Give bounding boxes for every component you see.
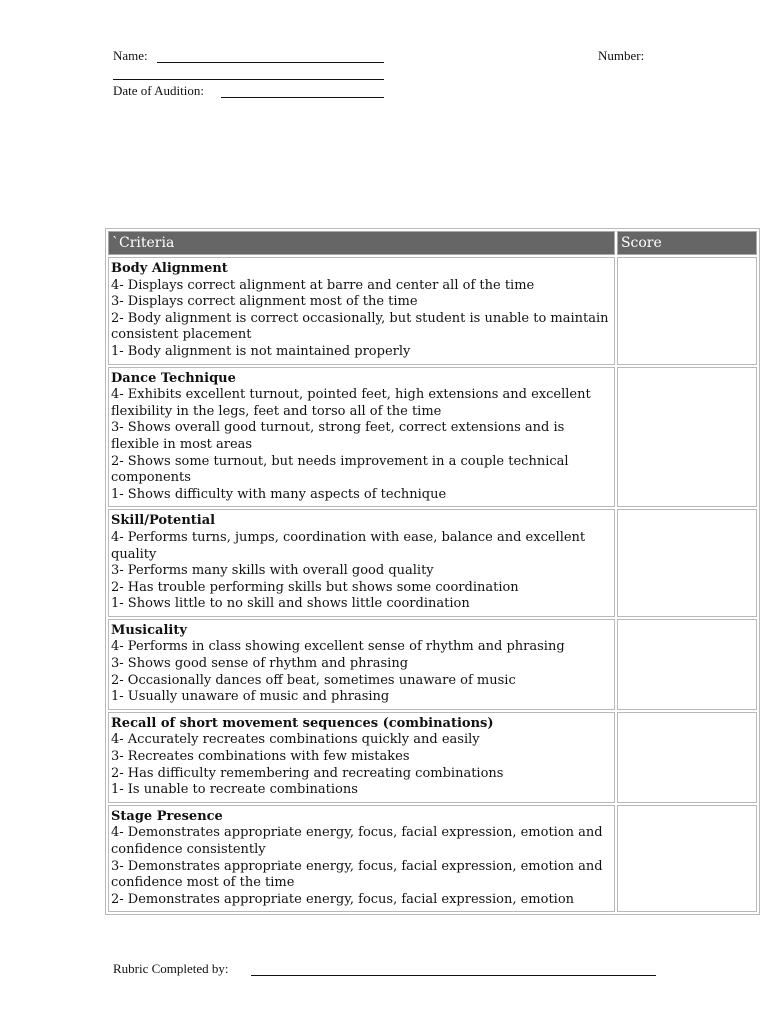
criteria-level-4: 4- Accurately recreates combinations quickly and easily [111,732,480,748]
score-cell[interactable] [617,805,757,913]
criteria-level-4: 4- Demonstrates appropriate energy, focus, facial expression, emotion and confidence consistently [111,825,603,857]
score-cell[interactable] [617,367,757,508]
criteria-level-2: 2- Body alignment is correct occasionally, but student is unable to maintain consistent placement [111,310,609,343]
rubric-completed-by-field-line[interactable] [251,975,656,976]
criteria-title: Dance Technique [111,370,236,386]
criteria-level-2: 2- Shows some turnout, but needs improvement in a couple technical components [111,453,569,486]
criteria-level-4: 4- Exhibits excellent turnout, pointed feet, high extensions and excellent flexibility in the legs, feet and torso all of the time [111,387,591,419]
name-label: Name: [113,48,148,63]
criteria-level-2: 2- Demonstrates appropriate energy, focus, facial expression, emotion [111,891,575,907]
score-cell[interactable] [617,712,757,803]
criteria-level-4: 4- Displays correct alignment at barre and center all of the time [111,277,535,293]
rubric-completed-by-label: Rubric Completed by: [113,961,229,976]
criteria-title: Body Alignment [111,261,228,276]
rubric-table [105,228,760,915]
criteria-level-3: 3- Performs many skills with overall good quality [111,563,434,579]
table-row [108,619,757,710]
table-row [108,805,757,913]
score-cell[interactable] [617,509,757,617]
criteria-level-2: 2- Has difficulty remembering and recreating combinations [111,765,504,781]
criteria-level-1: 1- Is unable to recreate combinations [111,782,358,798]
criteria-cell [108,367,615,508]
rubric-table-body [108,257,757,912]
criteria-level-4: 4- Performs turns, jumps, coordination with ease, balance and excellent quality [111,529,586,562]
date-of-audition-field-line[interactable] [221,97,384,98]
criteria-level-1: 1- Body alignment is not maintained properly [111,343,411,359]
name-field-continuation-line[interactable] [113,79,384,80]
table-row [108,509,757,617]
criteria-level-1: 1- Shows little to no skill and shows little coordination [111,596,470,612]
table-row [108,367,757,508]
criteria-cell [108,805,615,913]
criteria-cell [108,257,615,365]
criteria-cell [108,712,615,803]
date-of-audition-label: Date of Audition: [113,83,204,98]
table-row [108,257,757,365]
name-field-line[interactable] [157,62,384,63]
criteria-cell [108,509,615,617]
criteria-level-2: 2- Occasionally dances off beat, sometimes unaware of music [111,672,516,688]
table-header-row [108,231,757,255]
criteria-level-3: 3- Shows good sense of rhythm and phrasing [111,656,409,672]
score-column-header: Score [617,231,757,255]
criteria-level-4: 4- Performs in class showing excellent sense of rhythm and phrasing [111,639,565,655]
criteria-level-2: 2- Has trouble performing skills but shows some coordination [111,579,519,595]
criteria-cell [108,619,615,710]
criteria-level-3: 3- Shows overall good turnout, strong feet, correct extensions and is flexible in most areas [111,420,565,452]
criteria-title: Skill/Potential [111,513,216,529]
criteria-title: Recall of short movement sequences (combinations) [111,715,494,731]
criteria-title: Stage Presence [111,808,223,824]
criteria-level-3: 3- Displays correct alignment most of the time [111,294,418,310]
criteria-level-3: 3- Demonstrates appropriate energy, focus, facial expression, emotion and confidence most of the time [111,858,603,891]
criteria-title: Musicality [111,622,187,638]
criteria-level-3: 3- Recreates combinations with few mistakes [111,749,410,765]
score-cell[interactable] [617,257,757,365]
criteria-level-1: 1- Shows difficulty with many aspects of technique [111,486,447,502]
score-cell[interactable] [617,619,757,710]
number-label: Number: [598,48,645,63]
criteria-column-header: `Criteria [108,231,615,255]
table-row [108,712,757,803]
criteria-level-1: 1- Usually unaware of music and phrasing [111,689,390,705]
